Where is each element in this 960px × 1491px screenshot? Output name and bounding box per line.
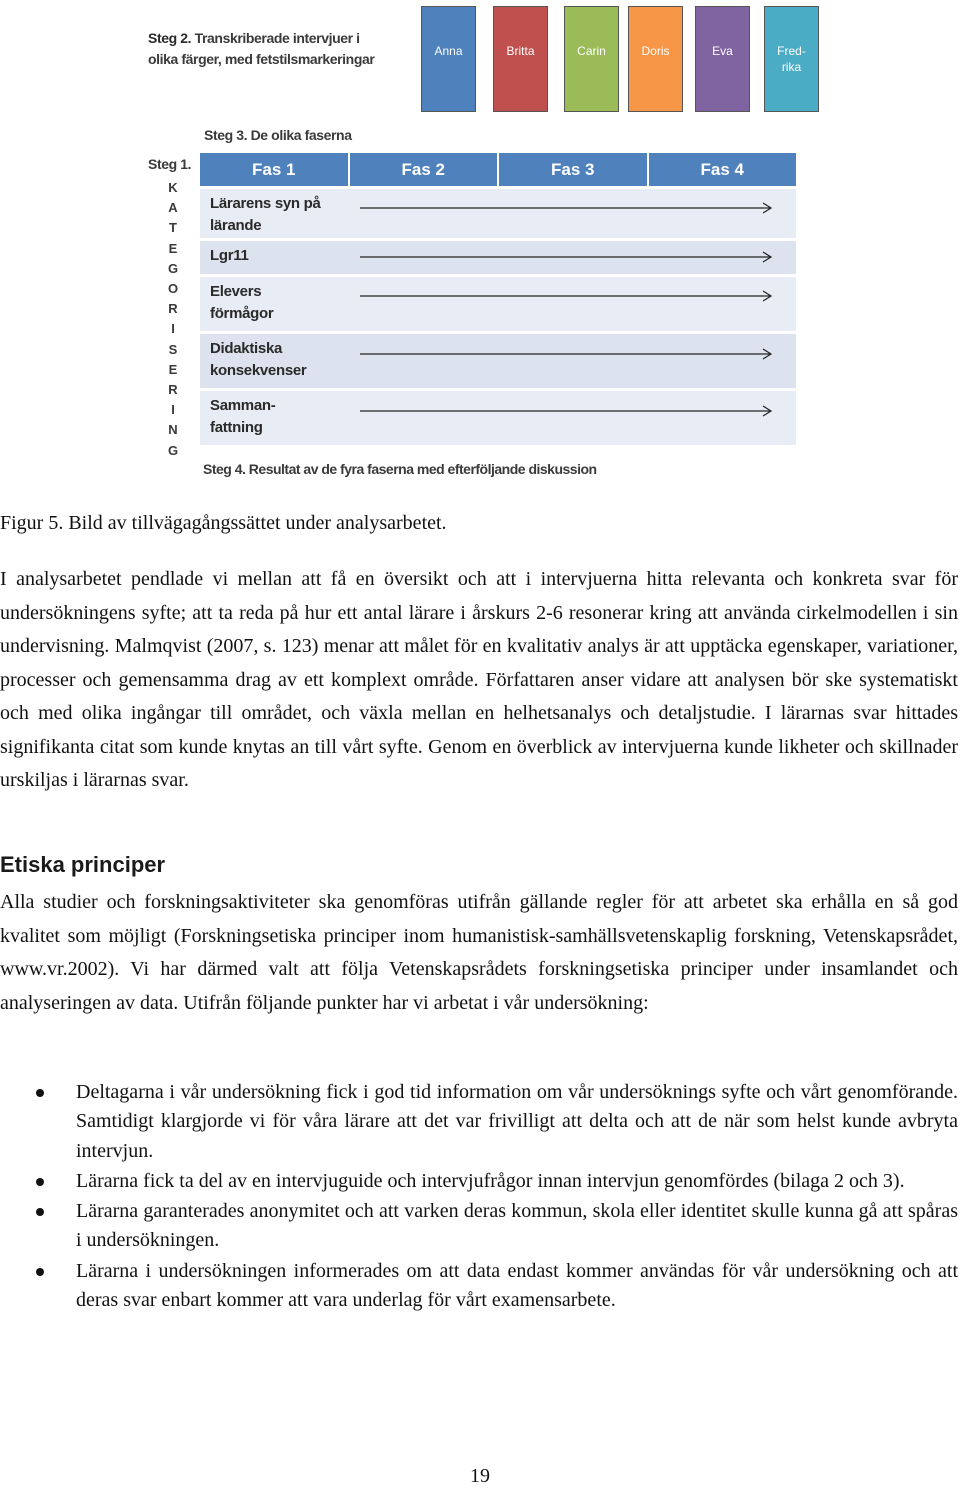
arrow-icon: [360, 290, 776, 302]
step1-label: Steg 1.: [148, 156, 192, 172]
katego-letter: R: [168, 301, 178, 317]
ethics-bullet-list: [0, 1078, 958, 1316]
category-row: [200, 388, 796, 445]
list-item: Lärarna garanterades anonymitet och att varken deras kommun, skola eller identitet skulle kunna gå att spåras i undersökningen.: [0, 1197, 958, 1256]
category-label: Elevers förmågor: [210, 283, 274, 322]
list-item: Lärarna fick ta del av en intervjuguide och intervjufrågor innan intervjun genomfördes (bilaga 2 och 3).: [0, 1167, 958, 1196]
category-label: Didaktiska konsekvenser: [210, 340, 307, 379]
person-box-carin: Carin: [564, 6, 619, 112]
kategorisering-vertical-label: [166, 178, 180, 461]
category-label: Lärarens syn på lärande: [210, 195, 321, 234]
katego-letter: G: [167, 260, 179, 276]
katego-letter: R: [168, 382, 178, 398]
page-number: 19: [470, 1465, 490, 1487]
step2-label: Steg 2. Transkriberade intervjuer i olika färger, med fetstilsmarkeringar: [148, 30, 375, 67]
bullet-icon: [36, 1089, 44, 1097]
phase-header: Fas 2: [348, 153, 498, 186]
analysis-process-figure: [0, 0, 960, 490]
katego-letter: I: [171, 402, 175, 418]
katego-letter: G: [167, 442, 179, 458]
category-label: Samman- fattning: [210, 397, 276, 436]
phase-header: Fas 3: [497, 153, 647, 186]
katego-letter: T: [169, 220, 177, 236]
katego-letter: A: [168, 200, 178, 216]
arrow-icon: [360, 202, 776, 214]
katego-letter: I: [171, 321, 175, 337]
bullet-icon: [36, 1178, 44, 1186]
phase-header: Fas 4: [647, 153, 797, 186]
katego-letter: E: [168, 361, 178, 377]
list-item: Lärarna i undersökningen informerades om att data endast kommer användas för vår undersökning och att deras svar enbart kommer att vara underlag för vårt examensarbete.: [0, 1257, 958, 1316]
katego-letter: N: [168, 422, 178, 438]
katego-letter: E: [168, 240, 178, 256]
bullet-icon: [36, 1208, 44, 1216]
figure-caption: Figur 5. Bild av tillvägagångssättet under analysarbetet.: [0, 512, 447, 534]
person-box-britta: Britta: [493, 6, 548, 112]
katego-letter: O: [167, 281, 179, 297]
body-paragraph-ethics: Alla studier och forskningsaktiviteter ska genomföras utifrån gällande regler för att arbetet ska erhålla en så god kvalitet som möjligt (Forskningsetiska principer inom humanistisk-samhällsvetenskaplig forskning, Vetenskapsrådet, www.vr.2002). Vi har därmed valt att följa Vetenskapsrådets forskningsetiska principer under insamlandet och analyseringen av data. Utifrån följande punkter har vi arbetat i vår undersökning:: [0, 891, 958, 1014]
section-heading: Etiska principer: [0, 852, 166, 877]
katego-letter: K: [168, 180, 178, 195]
person-box-eva: Eva: [695, 6, 750, 112]
person-box-fredrika: Fred- rika: [764, 6, 819, 112]
person-box-doris: Doris: [628, 6, 683, 112]
body-paragraph-analysis: I analysarbetet pendlade vi mellan att få en översikt och att i intervjuerna hitta relevanta och konkreta svar för undersökningens syfte; att ta reda på hur ett antal lärare i årskurs 2-6 resonerar kring att använda cirkelmodellen i sin undervisning. Malmqvist (2007, s. 123) menar att målet för en kvalitativ analys är att upptäcka egenskaper, variationer, processer och gemensamma drag av ett komplext område. Författaren anser vidare att analysen bör ske systematiskt och med olika ingångar till området, och växla mellan en helhetsanalys och detaljstudie. I lärarnas svar hittades signifikanta citat som kunde knytas an till vårt syfte. Genom en överblick av intervjuerna kunde likheter och skillnader urskiljas i lärarnas svar.: [0, 568, 958, 791]
phase-header-row: [200, 153, 796, 186]
list-item: Deltagarna i vår undersökning fick i god tid information om vår undersöknings syfte och vårt genomförande. Samtidigt klargjorde vi för våra lärare att det var frivilligt att delta och att de när som helst kunde avbryta intervjun.: [0, 1078, 958, 1166]
arrow-icon: [360, 405, 776, 417]
category-row: [200, 186, 796, 238]
category-row: [200, 331, 796, 388]
katego-letter: S: [168, 341, 178, 357]
arrow-icon: [360, 251, 776, 263]
step3-label: Steg 3. De olika faserna: [204, 127, 352, 143]
step4-label: Steg 4. Resultat av de fyra faserna med efterföljande diskussion: [203, 461, 597, 477]
phase-header: Fas 1: [252, 159, 296, 179]
person-box-anna: Anna: [421, 6, 476, 112]
category-row: [200, 238, 796, 274]
bullet-icon: [36, 1268, 44, 1276]
category-label: Lgr11: [210, 247, 249, 264]
arrow-icon: [360, 348, 776, 360]
category-row: [200, 274, 796, 331]
phase-table: [200, 153, 796, 445]
